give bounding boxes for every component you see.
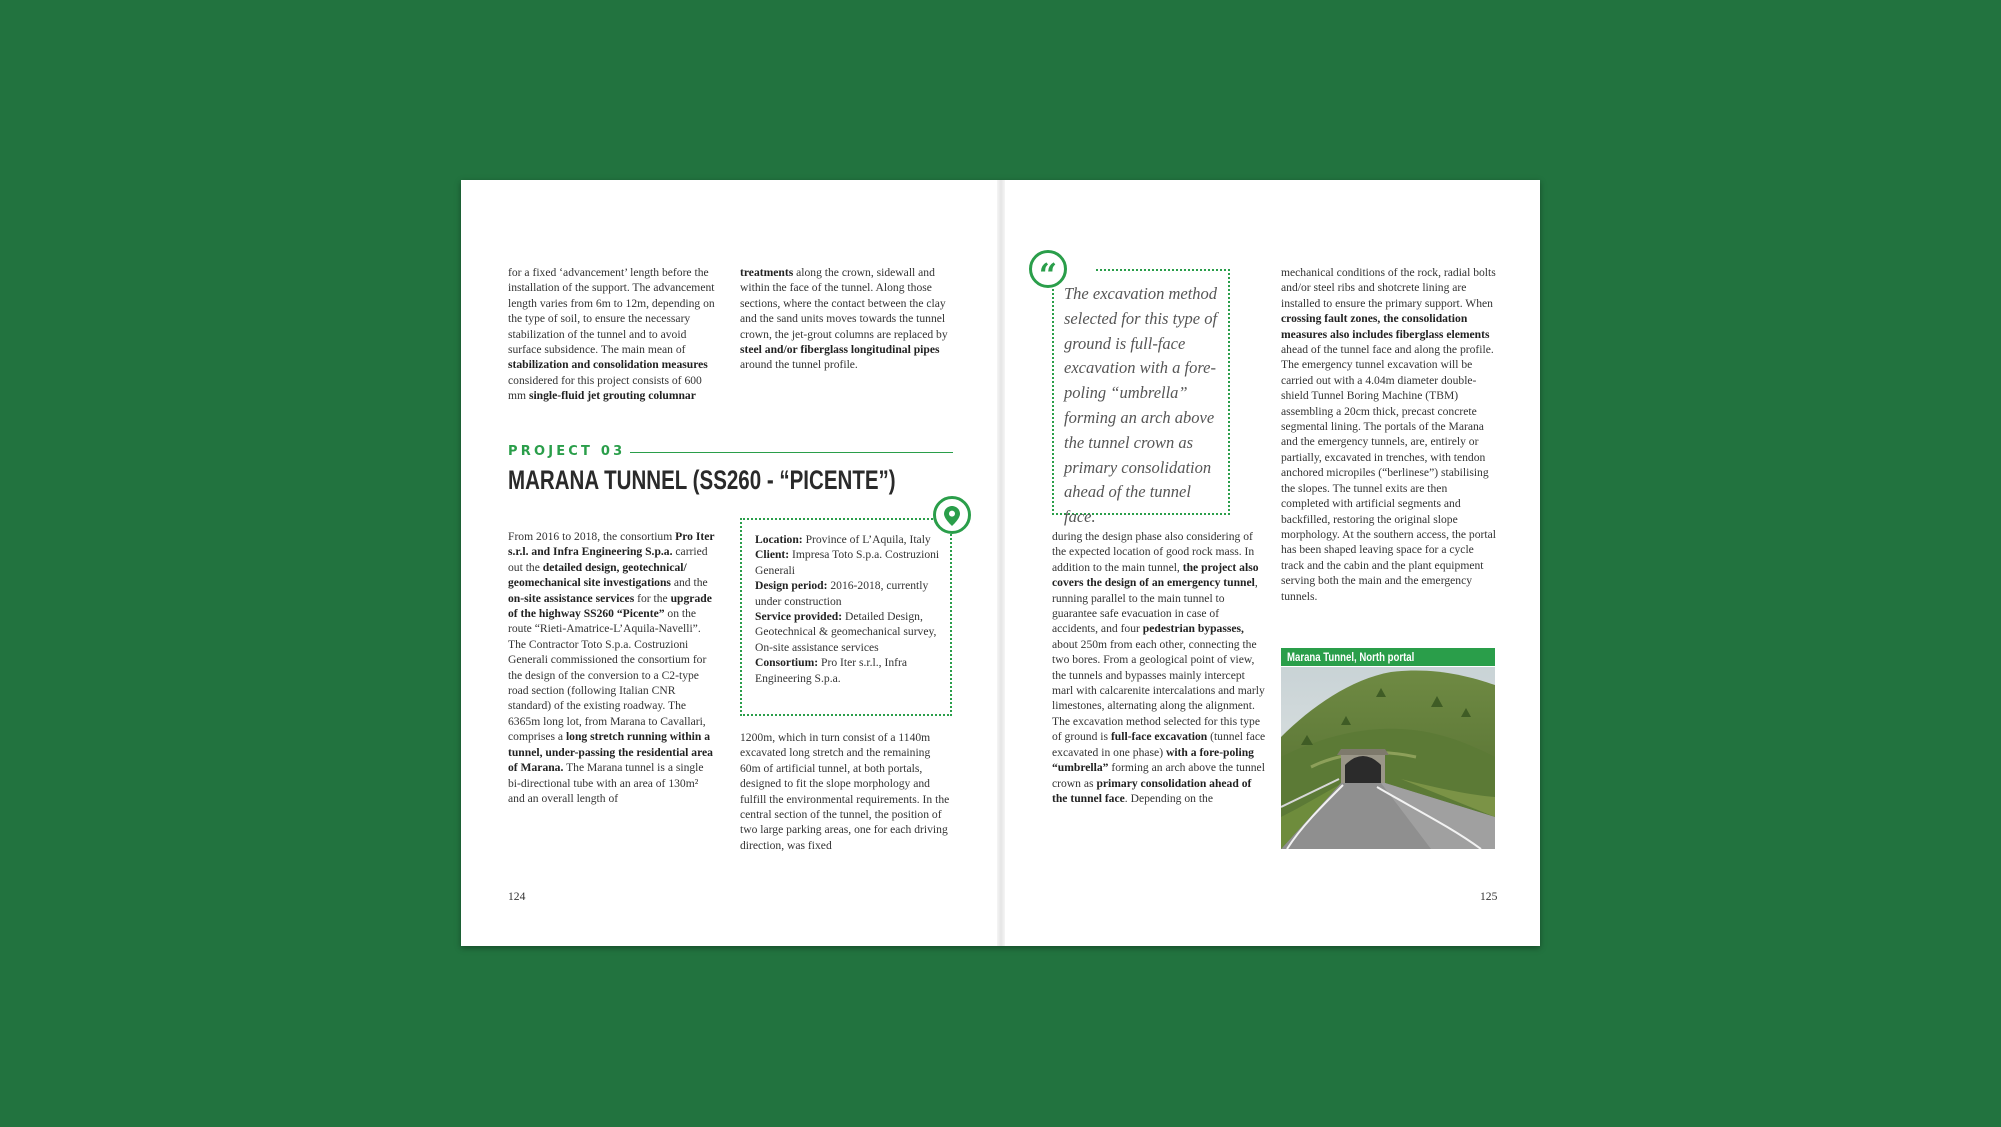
text-run: (tunnel face excavated in one phase): [1052, 730, 1266, 759]
location-pin-icon: [933, 496, 971, 534]
text-run: during the design phase also considering of the expected location of good rock mass. In addition to the main tunnel,: [1052, 530, 1255, 574]
bold-run: treatments: [740, 266, 794, 279]
bold-run: the project also covers the design of an emergency tunnel: [1052, 560, 1259, 590]
photo-caption-bar: [1281, 648, 1495, 666]
info-value: Detailed Design, Geotechnical & geomechanical survey, On-site assistance services: [755, 610, 937, 654]
bold-run: stabilization and consolidation measures: [508, 358, 708, 372]
text-run: for a fixed ‘advancement’ length before the installation of the support. The advancement length varies from 6m to 12m, depending on the type of soil, to ensure the necessary stabilization of the tunnel and to avoid surface subsidence. The main mean of: [508, 266, 715, 357]
bold-run: with a fore-poling “umbrella”: [1052, 745, 1254, 775]
info-label: Design period:: [755, 579, 828, 593]
page-number-left: 124: [508, 890, 526, 903]
right-page: [1001, 180, 1540, 946]
info-row: [755, 655, 940, 686]
text-run: From 2016 to 2018, the consortium: [508, 530, 676, 543]
right-col1-body: [1052, 529, 1266, 806]
info-row: [755, 532, 940, 547]
bold-run: steel and/or fiberglass longitudinal pipes: [740, 343, 940, 357]
tunnel-portal-photo: [1281, 667, 1495, 849]
text-run: mechanical conditions of the rock, radial bolts and/or steel ribs and shotcrete lining are installed to ensure the primary support. When: [1281, 266, 1496, 310]
left-col2-top-text: [740, 265, 950, 373]
info-value: Impresa Toto S.p.a. Costruzioni Generali: [755, 548, 940, 577]
left-col1-body: [508, 529, 716, 806]
text-run: , running parallel to the main tunnel to guarantee safe evacuation in case of accidents, and four: [1052, 576, 1258, 636]
info-row: [755, 578, 940, 609]
bold-run: on-site assistance services: [508, 591, 635, 605]
pull-quote-top-border: [1096, 269, 1230, 271]
bold-run: crossing fault zones, the consolidation measures also includes fiberglass elements: [1281, 312, 1490, 341]
project-info-box: [740, 518, 952, 716]
project-label: PROJECT 03: [508, 444, 626, 459]
info-label: Consortium:: [755, 656, 819, 670]
text-run: ahead of the tunnel face and along the profile. The emergency tunnel excavation will be carried out with a 4.04m diameter double-shield Tunnel Boring Machine (TBM) assembling a 20cm thick, precast concrete segmental lining. The portals of the Marana and the emergency tunnels, are, entirely or partially, excavated in trenches, with tendon anchored micropiles (“berlinese”) stabilising the slopes. The tunnel exits are then completed with artificial segments and backfilled, restoring the original slope morphology. At the southern access, the portal has been shaped leaving space for a cycle track and the cabin and the plant equipment serving both the main and the emergency tunnels.: [1281, 343, 1496, 603]
quote-mark-icon: [1029, 250, 1067, 294]
left-col2-body: [740, 730, 952, 853]
info-label: Location:: [755, 533, 803, 546]
text-run: 1200m, which in turn consist of a 1140m excavated long stretch and the remaining 60m of artificial tunnel, at both portals, designed to fit the slope morphology and fulfill the environmental requirements. In the central section of the tunnel, the position of two large parking areas, one for each driving direction, was fixed: [740, 731, 950, 852]
photo-caption: Marana Tunnel, North portal: [1287, 650, 1415, 664]
text-run: forming an arch above the tunnel crown as: [1052, 761, 1265, 790]
info-row: [755, 547, 940, 578]
info-label: Client:: [755, 548, 790, 562]
page-number-right: 125: [1480, 890, 1498, 903]
text-run: . Depending on the: [1124, 791, 1214, 805]
text-run: and the: [670, 576, 708, 590]
left-page: [461, 180, 1000, 946]
text-run: around the tunnel profile.: [740, 358, 858, 372]
info-value: Pro Iter s.r.l., Infra Engineering S.p.a.: [755, 656, 907, 685]
text-run: along the crown, sidewall and within the face of the tunnel. Along those sections, where the contact between the clay and the sand units moves towards the tunnel crown, the jet-grout columns are replaced by: [740, 266, 948, 341]
info-label: Service provided:: [755, 610, 843, 624]
bold-run: primary consolidation ahead of the tunnel face: [1052, 776, 1252, 805]
bold-run: full-face excavation: [1110, 730, 1208, 744]
bold-run: long stretch running within a tunnel, under-passing the residential area of Marana.: [508, 730, 713, 775]
text-run: about 250m from each other, connecting the two bores. From a geological point of view, the tunnels and bypasses mainly intercept marl with calcarenite intercalations and marly limestones, alternating along the alignment. The excavation method selected for this type of ground is: [1052, 637, 1265, 744]
info-value: 2016-2018, currently under construction: [755, 579, 929, 608]
bold-run: Pro Iter s.r.l. and Infra Engineering S.p.a.: [508, 530, 715, 559]
left-col1-top-text: [508, 265, 716, 404]
project-heading: [508, 443, 953, 461]
brochure-spread: [461, 180, 1540, 946]
bold-run: detailed design, geotechnical/ geomechanical site investigations: [508, 560, 687, 590]
info-row: [755, 609, 940, 655]
right-col2-body: [1281, 265, 1497, 604]
project-title: MARANA TUNNEL (SS260 - “PICENTE”): [508, 465, 896, 495]
info-value: Province of L’Aquila, Italy: [802, 533, 931, 546]
pull-quote-text: The excavation method selected for this type of ground is full-face excavation with a fore-poling “umbrella” forming an arch above the tunnel crown as primary consolidation ahead of the tunnel face.: [1064, 284, 1218, 527]
project-rule: [630, 452, 953, 453]
bold-run: pedestrian bypasses,: [1142, 622, 1244, 636]
text-run: for the: [634, 591, 671, 605]
bold-run: single-fluid jet grouting columnar: [528, 389, 696, 403]
quote-mark-glyph: “: [1038, 256, 1058, 294]
bold-run: upgrade of the highway SS260 “Picente”: [508, 591, 712, 621]
text-run: The Marana tunnel is a single bi-directional tube with an area of 130m² and an overall length of: [508, 761, 704, 805]
text-run: considered for this project consists of 600 mm: [508, 373, 702, 403]
text-run: on the route “Rieti-Amatrice-L’Aquila-Navelli”. The Contractor Toto S.p.a. Costruzioni Generali commissioned the consortium for the design of the conversion to a C2-type road section (following Italian CNR standard) of the existing roadway. The 6365m long lot, from Marana to Cavallari, comprises a: [508, 607, 707, 744]
text-run: carried out the: [508, 545, 708, 574]
